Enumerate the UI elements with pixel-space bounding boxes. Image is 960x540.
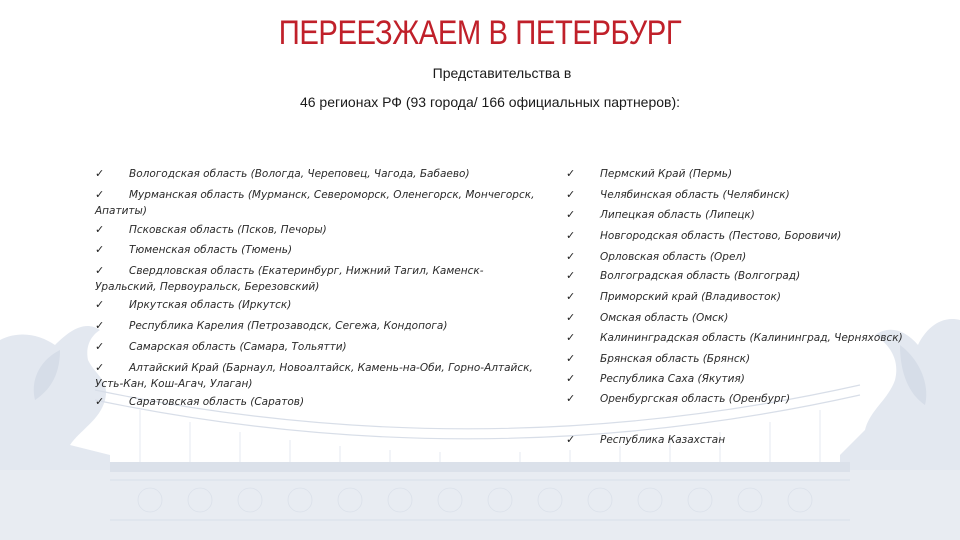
check-icon: ✓ xyxy=(566,269,576,282)
list-item xyxy=(95,360,535,392)
list-item xyxy=(95,166,535,182)
check-icon: ✓ xyxy=(566,392,576,405)
check-icon: ✓ xyxy=(95,340,105,353)
list-item-text: Самарская область (Самара, Тольятти) xyxy=(129,341,347,353)
list-item xyxy=(566,249,926,265)
list-item xyxy=(95,263,535,295)
list-item-text: Новгородская область (Пестово, Боровичи) xyxy=(600,230,842,242)
list-item xyxy=(566,391,926,407)
list-item xyxy=(95,297,535,313)
check-icon: ✓ xyxy=(566,352,576,365)
list-item-text: Саратовская область (Саратов) xyxy=(129,396,305,408)
list-item xyxy=(566,268,926,284)
list-item xyxy=(95,339,535,355)
check-icon: ✓ xyxy=(95,188,105,201)
list-item-text: Псковская область (Псков, Печоры) xyxy=(129,224,327,236)
check-icon: ✓ xyxy=(566,372,576,385)
subtitle-line-1: Представительства в xyxy=(432,65,572,81)
check-icon: ✓ xyxy=(566,311,576,324)
list-item-text: Омская область (Омск) xyxy=(600,312,729,324)
list-item-text: Республика Саха (Якутия) xyxy=(600,373,745,385)
check-icon: ✓ xyxy=(566,250,576,263)
check-icon: ✓ xyxy=(95,298,105,311)
check-icon: ✓ xyxy=(95,319,105,332)
check-icon: ✓ xyxy=(566,290,576,303)
list-item-text: Брянская область (Брянск) xyxy=(600,353,751,365)
check-icon: ✓ xyxy=(566,229,576,242)
check-icon: ✓ xyxy=(566,331,576,344)
check-icon: ✓ xyxy=(566,188,576,201)
list-item xyxy=(566,289,926,305)
list-item xyxy=(95,242,535,258)
check-icon: ✓ xyxy=(566,208,576,221)
subtitle-line-2: 46 регионах РФ (93 города/ 166 официальных партнеров): xyxy=(299,94,681,110)
list-item-text: Иркутская область (Иркутск) xyxy=(129,299,292,311)
check-icon: ✓ xyxy=(566,167,576,180)
list-item xyxy=(566,166,926,182)
check-icon: ✓ xyxy=(566,433,576,446)
list-item-text: Тюменская область (Тюмень) xyxy=(129,244,293,256)
list-item xyxy=(566,432,926,448)
list-item-text: Республика Карелия (Петрозаводск, Сегежа, Кондопога) xyxy=(129,320,448,332)
list-item-text: Пермский Край (Пермь) xyxy=(600,168,733,180)
list-item xyxy=(566,351,926,367)
check-icon: ✓ xyxy=(95,243,105,256)
list-item-text: Свердловская область (Екатеринбург, Нижний Тагил, Каменск-Уральский, Первоуральск, Березовский) xyxy=(95,265,484,293)
list-item-text: Липецкая область (Липецк) xyxy=(600,209,755,221)
list-item xyxy=(95,187,535,219)
list-item-text: Орловская область (Орел) xyxy=(600,251,747,263)
list-item xyxy=(566,228,926,244)
check-icon: ✓ xyxy=(95,167,105,180)
check-icon: ✓ xyxy=(95,395,105,408)
list-item-text: Оренбургская область (Оренбург) xyxy=(600,393,791,405)
list-item xyxy=(566,330,926,346)
list-item xyxy=(566,207,926,223)
check-icon: ✓ xyxy=(95,361,105,374)
list-item-text: Калининградская область (Калининград, Черняховск) xyxy=(600,332,903,344)
list-item xyxy=(95,222,535,238)
check-icon: ✓ xyxy=(95,223,105,236)
list-item xyxy=(566,310,926,326)
list-item-text: Мурманская область (Мурманск, Североморск, Оленегорск, Мончегорск, Апатиты) xyxy=(95,189,535,217)
list-item-text: Приморский край (Владивосток) xyxy=(600,291,781,303)
list-item-text: Вологодская область (Вологда, Череповец, Чагода, Бабаево) xyxy=(129,168,470,180)
page-title: ПЕРЕЕЗЖАЕМ В ПЕТЕРБУРГ xyxy=(278,14,682,52)
list-item-text: Волгоградская область (Волгоград) xyxy=(600,270,801,282)
list-item xyxy=(566,371,926,387)
list-item xyxy=(95,318,535,334)
list-item-text: Республика Казахстан xyxy=(600,434,726,446)
check-icon: ✓ xyxy=(95,264,105,277)
list-item xyxy=(566,187,926,203)
list-item xyxy=(95,394,535,410)
list-item-text: Алтайский Край (Барнаул, Новоалтайск, Камень-на-Оби, Горно-Алтайск, Усть-Кан, Кош-Агач, Улаган) xyxy=(95,362,533,390)
list-item-text: Челябинская область (Челябинск) xyxy=(600,189,790,201)
